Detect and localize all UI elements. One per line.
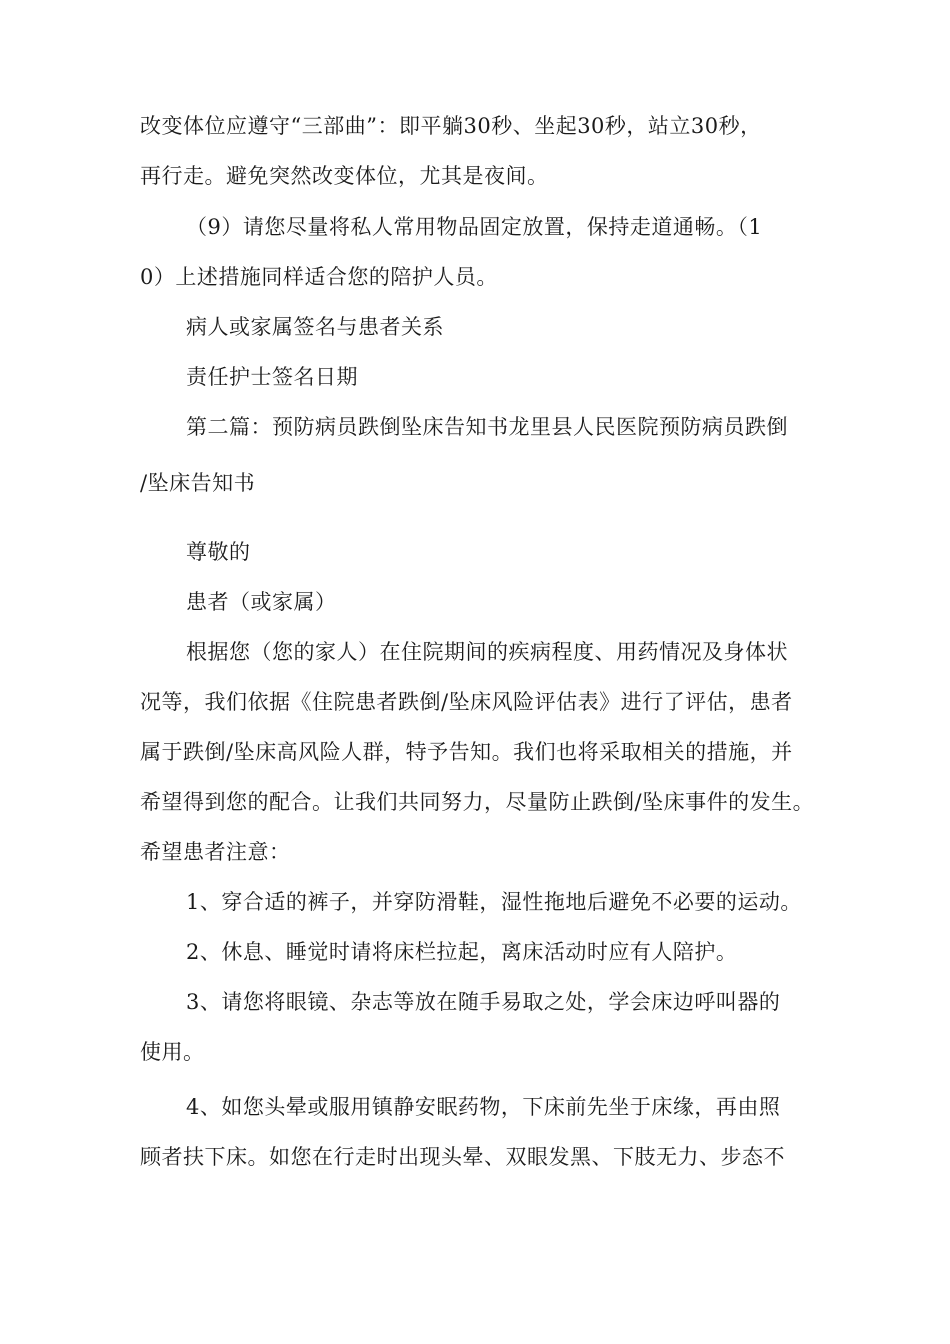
salutation: 尊敬的 [186, 540, 251, 564]
body-paragraph-line-2: 况等，我们依据《住院患者跌倒/坠床风险评估表》进行了评估，患者 [140, 690, 793, 714]
notice-heading: 希望患者注意： [140, 840, 291, 864]
notice-item-2: 2、休息、睡觉时请将床栏拉起，离床活动时应有人陪护。 [186, 940, 738, 964]
body-paragraph-line-1: 根据您（您的家人）在住院期间的疾病程度、用药情况及身体状 [186, 640, 788, 664]
notice-item-3-cont: 使用。 [140, 1040, 205, 1064]
notice-item-1: 1、穿合适的裤子，并穿防滑鞋，湿性拖地后避免不必要的运动。 [186, 890, 802, 914]
body-paragraph-line-3: 属于跌倒/坠床高风险人群，特予告知。我们也将采取相关的措施，并 [140, 740, 793, 764]
text-line-item-10: 0）上述措施同样适合您的陪护人员。 [140, 265, 498, 289]
notice-item-4-cont: 顾者扶下床。如您在行走时出现头晕、双眼发黑、下肢无力、步态不 [140, 1145, 785, 1169]
signature-nurse-line: 责任护士签名日期 [186, 365, 358, 389]
body-paragraph-line-4: 希望得到您的配合。让我们共同努力，尽量防止跌倒/坠床事件的发生。 [140, 790, 815, 814]
signature-patient-line: 病人或家属签名与患者关系 [186, 315, 444, 339]
salutation-recipient: 患者（或家属） [186, 590, 337, 614]
notice-item-3: 3、请您将眼镜、杂志等放在随手易取之处，学会床边呼叫器的 [186, 990, 781, 1014]
text-line-item-9: （9）请您尽量将私人常用物品固定放置，保持走道通畅。（1 [186, 215, 763, 239]
section-title-cont: /坠床告知书 [140, 471, 256, 495]
text-line-walk: 再行走。避免突然改变体位，尤其是夜间。 [140, 164, 549, 188]
section-title: 第二篇：预防病员跌倒坠床告知书龙里县人民医院预防病员跌倒 [186, 415, 788, 439]
text-line-change-posture: 改变体位应遵守“三部曲”：即平躺30秒、坐起30秒，站立30秒， [140, 114, 762, 138]
notice-item-4: 4、如您头晕或服用镇静安眠药物，下床前先坐于床缘，再由照 [186, 1095, 781, 1119]
